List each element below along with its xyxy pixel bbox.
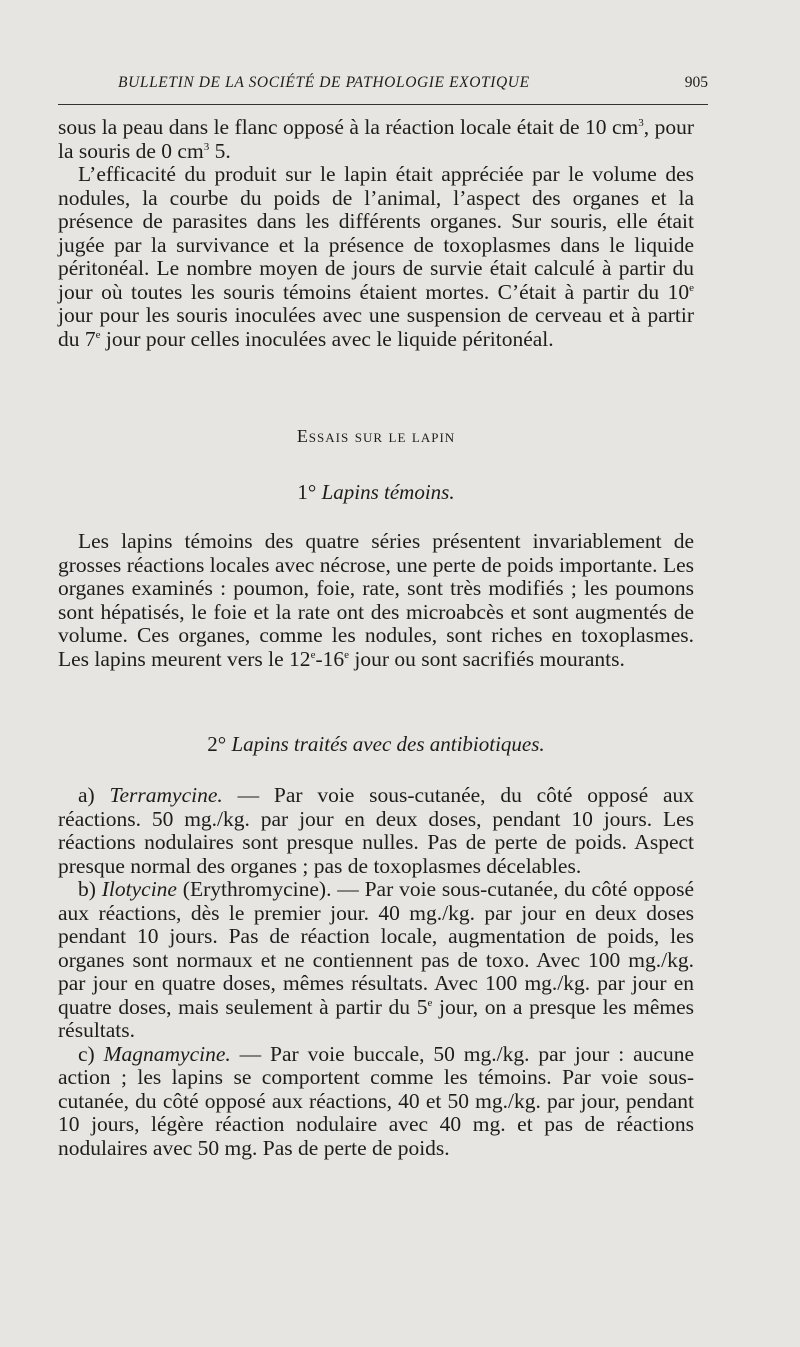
page-number: 905 — [684, 74, 708, 91]
control-rabbits-paragraph: Les lapins témoins des quatre séries présentent invariablement de grosses réactions locales avec nécrose, une perte de poids importante. Les organes examinés : poumon, foie, rate, sont très modifiés ; les poumons sont hépatisés, le foie et la rate ont des microabcès et sont augmentés de volume. Ces organes, comme les nodules, sont riches en toxoplasmes. Les lapins meurent vers le 12e-16e jour ou sont sacrifiés mourants. — [58, 529, 694, 671]
running-header — [118, 74, 708, 92]
intro-paragraph-2: L’efficacité du produit sur le lapin était appréciée par le volume des nodules, la courbe du poids de l’animal, l’aspect des organes et la présence de parasites dans les différents organes. Sur souris, elle était jugée par la survivance et la présence de toxoplasmes dans le liquide péritonéal. Le nombre moyen de jours de survie était calculé à partir du jour où toutes les souris témoins étaient mortes. C’était à partir du 10e jour pour les souris inoculées avec une suspension de cerveau et à partir du 7e jour pour celles inoculées avec le liquide péritonéal. — [58, 162, 694, 351]
journal-title: BULLETIN DE LA SOCIÉTÉ DE PATHOLOGIE EXOTIQUE — [118, 74, 530, 91]
subsection-1-body — [58, 530, 694, 671]
terramycine-paragraph: a) Terramycine. — Par voie sous-cutanée, du côté opposé aux réactions. 50 mg./kg. par jour en deux doses, pendant 10 jours. Les réactions nodulaires sont presque nulles. Pas de perte de poids. Aspect presque normal des organes ; pas de toxoplasmes décelables. — [58, 783, 694, 878]
magnamycine-paragraph: c) Magnamycine. — Par voie buccale, 50 mg./kg. par jour : aucune action ; les lapins se comportent comme les témoins. Par voie sous-cutanée, du côté opposé aux réactions, 40 et 50 mg./kg. par jour, pendant 10 jours, légère réaction nodulaire avec 40 mg. et pas de réactions nodulaires avec 50 mg. Pas de perte de poids. — [58, 1041, 694, 1160]
subsection-2-body — [58, 784, 694, 1160]
subsection-1-heading: 1° Lapins témoins. — [297, 480, 455, 504]
subsection-2-heading: 2° Lapins traités avec des antibiotiques. — [207, 732, 545, 756]
intro-section — [58, 116, 694, 351]
header-rule — [58, 104, 708, 105]
ilotycine-paragraph: b) Ilotycine (Erythromycine). — Par voie sous-cutanée, du côté opposé aux réactions, dès le premier jour. 40 mg./kg. par jour en deux doses pendant 10 jours. Pas de réaction locale, augmentation de poids, les organes sont normaux et ne contiennent pas de toxo. Avec 100 mg./kg. par jour en quatre doses, mêmes résultats. Avec 100 mg./kg. par jour en quatre doses, mais seulement à partir du 5e jour, on a presque les mêmes résultats. — [58, 877, 694, 1042]
section-heading: Essais sur le lapin — [296, 426, 456, 446]
intro-paragraph-1: sous la peau dans le flanc opposé à la réaction locale était de 10 $cm^3$, pour la souris de 0 $cm^3$ 5. — [58, 115, 694, 163]
